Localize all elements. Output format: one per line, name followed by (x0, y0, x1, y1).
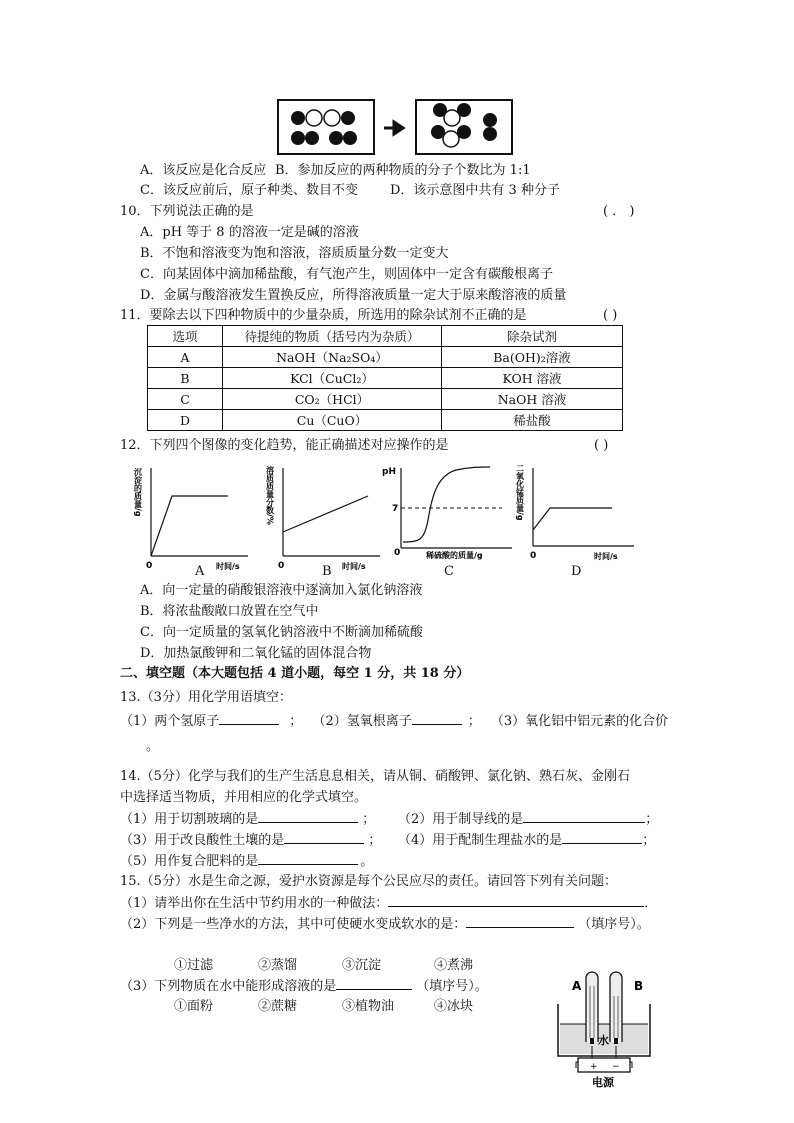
graph-d-origin: 0 (530, 551, 537, 561)
table-cell: B (148, 368, 223, 389)
q12-option-a: A．向一定量的硝酸银溶液中逐滴加入氯化钠溶液 (140, 583, 423, 598)
q15-method-2: ②蒸馏 (258, 958, 298, 973)
q15-line-3 (120, 977, 488, 995)
graph-b-curve (283, 496, 368, 532)
separator: ； (368, 833, 382, 848)
q9-option-a: A．该反应是化合反应 (140, 163, 267, 178)
tube-right (610, 972, 622, 1042)
q13-stem: 13.（3分）用化学用语填空： (120, 690, 292, 705)
table-header-row (148, 326, 623, 347)
q14-line-5 (120, 852, 373, 870)
product-atom (483, 127, 497, 141)
graph-b-origin: 0 (278, 561, 285, 571)
q14-part-2: （2）用于制导线的是 (398, 812, 524, 827)
separator: ； (642, 833, 656, 848)
reactant-atom (306, 110, 322, 126)
q14-part-1: （1）用于切割玻璃的是 (120, 812, 259, 827)
q12-stem: 12．下列四个图像的变化趋势，能正确描述对应操作的是 (120, 438, 449, 453)
graph-b-xlabel: 时间/s (342, 562, 366, 571)
separator: ； (362, 812, 376, 827)
graph-b-caption: B (322, 564, 332, 579)
q9-option-b: B．参加反应的两种物质的分子个数比为 1:1 (275, 163, 531, 178)
graph-a-ylabel: 沉淀的质量/g (133, 468, 143, 517)
graph-b-ylabel: 溶质质量分数/% (265, 466, 275, 525)
q13-line (120, 712, 668, 730)
answer-blank[interactable] (336, 977, 412, 990)
q10-answer-paren[interactable]: ( ． ) (603, 204, 635, 219)
graph-c (380, 458, 515, 576)
graph-c-tick: 7 (392, 504, 399, 514)
q14-stem-1: 14.（5分）化学与我们的生产生活息息相关，请从铜、硝酸钾、氯化钠、熟石灰、金刚石 (120, 769, 630, 784)
separator: 。 (360, 854, 374, 869)
reactant-atom (291, 131, 305, 145)
product-atom (483, 113, 497, 127)
q12-answer-paren[interactable]: ( ) (594, 438, 609, 453)
q10-option-a: A．pH 等于 8 的溶液一定是碱的溶液 (140, 225, 359, 240)
reactant-atom (324, 110, 340, 126)
answer-blank[interactable] (258, 810, 358, 823)
graph-b (262, 458, 382, 576)
product-atom (457, 125, 471, 139)
table-row (148, 389, 623, 410)
q15-substance-2: ②蔗糖 (258, 999, 298, 1014)
q11-answer-paren[interactable]: ( ) (603, 308, 618, 323)
q12-option-c: C．向一定质量的氢氧化钠溶液中不断滴加稀硫酸 (140, 625, 423, 640)
table-cell: Ba(OH)₂溶液 (442, 347, 623, 368)
power-source (578, 1058, 630, 1072)
answer-blank[interactable] (388, 894, 644, 907)
q15-line-2 (120, 915, 650, 933)
q14-line-1 (120, 810, 375, 828)
q11-stem: 11．要除去以下四种物质中的少量杂质，所选用的除杂试剂不正确的是 (120, 308, 527, 323)
separator: ； (289, 714, 303, 729)
q9-option-c: C．该反应前后，原子种类、数目不变 (140, 183, 358, 198)
label-b: B (634, 979, 644, 993)
svg-text:+: + (590, 1062, 598, 1072)
power-label: 电源 (592, 1076, 614, 1088)
water-label: 水 (598, 1034, 609, 1047)
q10-stem: 10．下列说法正确的是 (120, 204, 254, 219)
q10-option-c: C．向某固体中滴加稀盐酸，有气泡产生，则固体中一定含有碳酸根离子 (140, 267, 553, 282)
graph-c-xlabel: 稀硫酸的质量/g (426, 551, 483, 560)
q15-substance-1: ①面粉 (174, 999, 214, 1014)
q15-substance-4: ④冰块 (434, 999, 474, 1014)
q15-stem: 15.（5分）水是生命之源，爱护水资源是每个公民应尽的责任。请回答下列有关问题： (120, 874, 617, 889)
graph-c-curve (403, 467, 490, 542)
product-atom (443, 131, 459, 147)
table-cell: CO₂（HCl） (223, 389, 442, 410)
answer-blank[interactable] (466, 915, 574, 928)
answer-blank[interactable] (258, 852, 358, 865)
svg-text:−: − (612, 1062, 620, 1072)
q11-table (147, 325, 623, 431)
q15-method-4: ④煮沸 (434, 958, 474, 973)
reactant-atom (305, 131, 319, 145)
q15-part-1: （1）请举出你在生活中节约用水的一种做法： (120, 896, 389, 911)
reactant-box (278, 100, 374, 154)
graph-a-curve (151, 496, 228, 556)
separator: （填序号）。 (578, 917, 650, 932)
graph-d-caption: D (571, 564, 582, 579)
graph-d (512, 458, 637, 576)
graph-c-ylabel: pH (382, 467, 396, 477)
graph-d-curve (533, 508, 612, 530)
graph-d-xlabel: 时间/s (594, 552, 618, 561)
graph-d-ylabel: 二氧化锰质量/g (515, 464, 525, 521)
arrow-icon (384, 122, 403, 134)
table-cell: NaOH 溶液 (442, 389, 623, 410)
label-a: A (572, 979, 582, 993)
q15-method-3: ③沉淀 (342, 958, 382, 973)
q15-line-1 (120, 894, 657, 912)
table-cell: A (148, 347, 223, 368)
separator: （填序号）。 (416, 979, 488, 994)
table-cell: NaOH（Na₂SO₄） (223, 347, 442, 368)
graph-a-caption: A (195, 564, 205, 579)
q13-part-2: （2）氢氧根离子 (312, 714, 412, 729)
q10-option-b: B．不饱和溶液变为饱和溶液，溶质质量分数一定变大 (140, 246, 449, 261)
q14-line-3 (120, 831, 381, 849)
graph-c-origin: 0 (394, 548, 401, 558)
q15-substance-3: ③植物油 (342, 999, 395, 1014)
table-header: 除杂试剂 (442, 326, 623, 347)
reactant-atom (329, 131, 343, 145)
q15-part-3: （3）下列物质在水中能形成溶液的是 (120, 979, 337, 994)
q13-part-1: （1）两个氢原子 (120, 714, 220, 729)
q14-line-2 (398, 810, 658, 828)
reactant-atom (341, 111, 355, 125)
q13-part-3: （3）氧化铝中铝元素的化合价 (490, 714, 669, 729)
q14-part-5: （5）用作复合肥料的是 (120, 854, 259, 869)
q14-stem-2: 中选择适当物质，并用相应的化学式填空。 (120, 790, 368, 805)
table-cell: C (148, 389, 223, 410)
table-cell: Cu（CuO） (223, 410, 442, 431)
answer-blank[interactable] (284, 831, 364, 844)
table-row (148, 410, 623, 431)
q15-method-1: ①过滤 (174, 958, 214, 973)
q10-option-d: D．金属与酸溶液发生置换反应，所得溶液质量一定大于原来酸溶液的质量 (140, 288, 567, 303)
graph-a-xlabel: 时间/s (216, 562, 240, 571)
answer-blank[interactable] (562, 831, 642, 844)
reaction-diagram (276, 98, 516, 158)
q9-option-d: D．该示意图中共有 3 种分子 (390, 183, 560, 198)
q14-part-3: （3）用于改良酸性土壤的是 (120, 833, 285, 848)
answer-blank[interactable] (523, 810, 645, 823)
table-cell: KOH 溶液 (442, 368, 623, 389)
separator: ； (645, 812, 659, 827)
q13-end: 。 (146, 739, 160, 754)
table-cell: KCl（CuCl₂） (223, 368, 442, 389)
q12-option-d: D．加热氯酸钾和二氧化锰的固体混合物 (140, 646, 372, 661)
section-title: 二、填空题（本大题包括 4 道小题，每空 1 分，共 18 分） (120, 666, 470, 681)
table-row (148, 368, 623, 389)
answer-blank[interactable] (412, 712, 462, 725)
tube-left (586, 972, 598, 1042)
table-header: 待提纯的物质（括号内为杂质） (223, 326, 442, 347)
product-atom (457, 103, 471, 117)
table-row (148, 347, 623, 368)
electrolysis-apparatus (552, 966, 662, 1088)
q14-line-4 (398, 831, 655, 849)
q14-part-4: （4）用于配制生理盐水的是 (398, 833, 563, 848)
q12-option-b: B．将浓盐酸敞口放置在空气中 (140, 604, 319, 619)
separator: ； (467, 714, 481, 729)
reactant-atom (291, 111, 305, 125)
q15-part-2: （2）下列是一些净水的方法，其中可使硬水变成软水的是： (120, 917, 467, 932)
separator: ． (644, 896, 658, 911)
graph-c-caption: C (444, 564, 454, 579)
answer-blank[interactable] (219, 712, 279, 725)
table-header: 选项 (148, 326, 223, 347)
table-cell: D (148, 410, 223, 431)
graph-a (130, 458, 250, 576)
table-cell: 稀盐酸 (442, 410, 623, 431)
reactant-atom (343, 131, 357, 145)
graph-a-origin: 0 (146, 561, 153, 571)
